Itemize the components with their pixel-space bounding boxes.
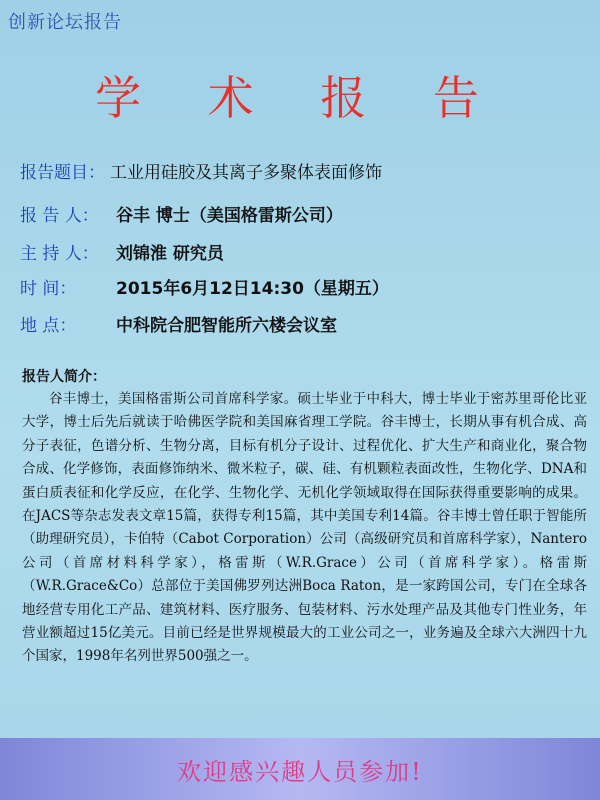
topic-value: 工业用硅胶及其离子多聚体表面修饰 — [110, 163, 382, 183]
time-value: 2015年6月12日14:30（星期五） — [116, 279, 389, 299]
host-label: 主 持 人： — [20, 244, 99, 264]
footer-text: 欢迎感兴趣人员参加! — [177, 758, 423, 786]
page-title: 学 术 报 告 — [95, 71, 505, 125]
speaker-value: 谷丰 博士（美国格雷斯公司） — [116, 206, 343, 226]
bio-text: 谷丰博士，美国格雷斯公司首席科学家。硕士毕业于中科大，博士毕业于密苏里哥伦比亚大学，博士后先后就读于哈佛医学院和美国麻省理工学院。谷丰博士，长期从事有机合成、高分子表征，色谱分析、生物分离，目标有机分子设计、过程优化、扩大生产和商业化，聚合物合成、化学修饰，表面修饰纳米、微米粒子，碳、硅、有机颗粒表面改性，生物化学、DNA和蛋白质表征和化学反应，在化学、生物化学、无机化学领域取得在国际获得重要影响的成果。在JACS等杂志发表文章15篇，获得专利15篇，其中美国专利14篇。谷丰博士曾任职于智能所（助理研究员），卡伯特（Cabot Corporation）公司（高级研究员和首席科学家），Nantero公司（首席材料科学家），格雷斯（W.R.Grace）公司（首席科学家）。格雷斯（W.R.Grace&Co）总部位于美国佛罗列达洲Boca Raton，是一家跨国公司，专门在全球各地经营专用化工产品、建筑材料、医疗服务、包装材料、污水处理产品及其他专门性业务，年营业额超过15亿美元。目前已经是世界规模最大的工业公司之一，业务遍及全球六大洲四十九个国家，1998年名列世界500强之一。 — [22, 391, 587, 665]
forum-label: 创新论坛报告 — [8, 12, 122, 33]
bio-heading: 报告人简介： — [22, 369, 106, 385]
host-row — [20, 239, 224, 269]
speaker-label: 报 告 人： — [20, 206, 99, 226]
time-row — [20, 274, 389, 304]
place-label: 地 点： — [20, 316, 77, 336]
footer-banner — [0, 738, 600, 800]
place-value: 中科院合肥智能所六楼会议室 — [116, 316, 337, 336]
host-value: 刘锦淮 研究员 — [116, 244, 224, 264]
speaker-row — [20, 201, 343, 231]
topic-label: 报告题目： — [20, 163, 105, 183]
time-label: 时 间： — [20, 279, 77, 299]
place-row — [20, 311, 337, 341]
topic-row — [20, 158, 382, 188]
